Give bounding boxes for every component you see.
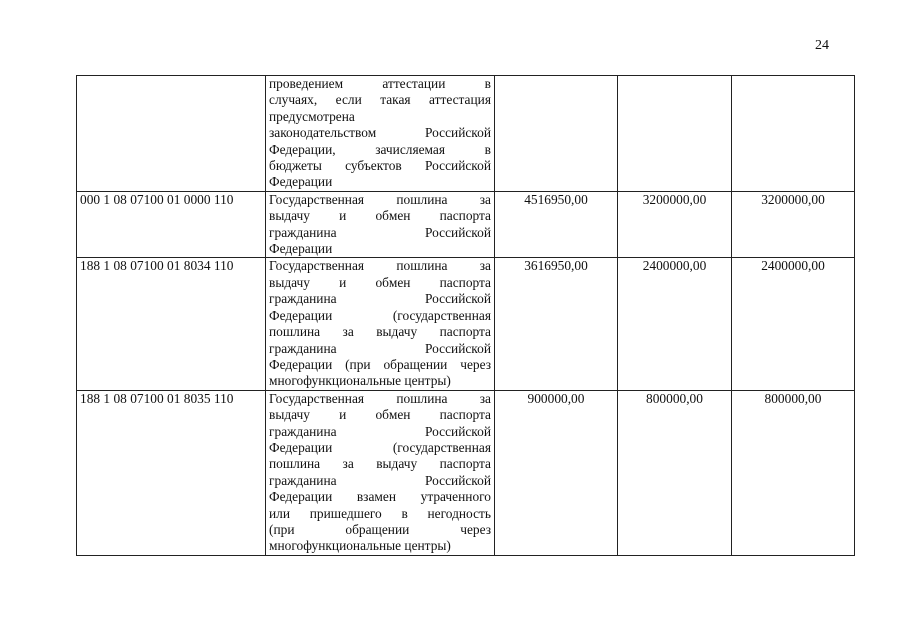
revenue-name-line: выдачу и обмен паспорта — [269, 274, 491, 290]
amount-cell: 4516950,00 — [495, 191, 618, 258]
revenue-name-line: проведением аттестации в — [269, 76, 491, 91]
amount-cell: 2400000,00 — [732, 258, 855, 390]
revenue-name-line: пошлина за выдачу паспорта — [269, 456, 491, 472]
amount-cell — [732, 76, 855, 192]
amount-cell: 3200000,00 — [732, 191, 855, 258]
revenue-name-line: законодательством Российской — [269, 125, 491, 141]
table-row — [77, 258, 855, 390]
revenue-name-cell — [266, 258, 495, 390]
revenue-name-cell — [266, 76, 495, 192]
revenue-name-line: гражданина Российской — [269, 224, 491, 240]
revenue-name-line: гражданина Российской — [269, 423, 491, 439]
amount-cell: 2400000,00 — [618, 258, 732, 390]
budget-classification-code: 188 1 08 07100 01 8035 110 — [77, 390, 266, 555]
amount-cell: 3200000,00 — [618, 191, 732, 258]
revenue-name-line: или пришедшего в негодность — [269, 505, 491, 521]
revenue-name-line: Государственная пошлина за — [269, 191, 491, 207]
revenue-name-line: многофункциональные центры) — [269, 373, 451, 389]
revenue-name-cell — [266, 390, 495, 555]
revenue-name-line: бюджеты субъектов Российской — [269, 158, 491, 174]
revenue-name-line: Государственная пошлина за — [269, 390, 491, 406]
table-row — [77, 191, 855, 258]
revenue-name-line: Федерации — [269, 241, 333, 257]
amount-cell: 800000,00 — [618, 390, 732, 555]
budget-classification-code: 000 1 08 07100 01 0000 110 — [77, 191, 266, 258]
budget-revenue-table — [76, 75, 855, 556]
revenue-name-line: гражданина Российской — [269, 340, 491, 356]
amount-cell: 3616950,00 — [495, 258, 618, 390]
revenue-name-line: Федерации (государственная — [269, 439, 491, 455]
revenue-name-line: случаях, если такая аттестация — [269, 92, 491, 108]
revenue-name-line: (при обращении через — [269, 521, 491, 537]
table-row — [77, 390, 855, 555]
revenue-name-line: пошлина за выдачу паспорта — [269, 324, 491, 340]
revenue-name-line: выдачу и обмен паспорта — [269, 208, 491, 224]
revenue-name-line: предусмотрена — [269, 108, 355, 124]
revenue-name-line: Федерации взамен утраченного — [269, 489, 491, 505]
page-number: 24 — [815, 38, 829, 53]
revenue-name-line: гражданина Российской — [269, 472, 491, 488]
budget-classification-code: 188 1 08 07100 01 8034 110 — [77, 258, 266, 390]
revenue-name-line: многофункциональные центры) — [269, 538, 451, 554]
budget-classification-code — [77, 76, 266, 192]
revenue-name-line: Государственная пошлина за — [269, 258, 491, 274]
revenue-name-line: выдачу и обмен паспорта — [269, 407, 491, 423]
amount-cell: 800000,00 — [732, 390, 855, 555]
amount-cell — [618, 76, 732, 192]
revenue-name-line: Федерации — [269, 174, 333, 190]
revenue-name-cell — [266, 191, 495, 258]
revenue-name-line: гражданина Российской — [269, 291, 491, 307]
table-row — [77, 76, 855, 192]
revenue-name-line: Федерации, зачисляемая в — [269, 141, 491, 157]
revenue-name-line: Федерации (при обращении через — [269, 356, 491, 372]
revenue-name-line: Федерации (государственная — [269, 307, 491, 323]
amount-cell — [495, 76, 618, 192]
amount-cell: 900000,00 — [495, 390, 618, 555]
